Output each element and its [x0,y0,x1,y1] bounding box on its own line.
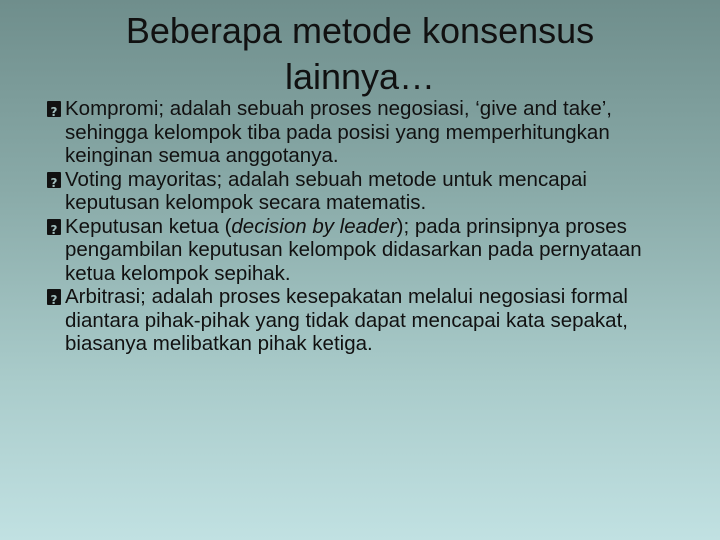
list-item [47,285,687,356]
bullet-icon [47,172,61,188]
list-item [47,168,687,215]
list-item-text [65,215,687,286]
list-item-text-end: ); pada prinsipnya proses pengambilan keputusan kelompok didasarkan pada pernyataan ketua kelompok sepihak. [65,214,642,285]
list-item-text: Voting mayoritas; adalah sebuah metode untuk mencapai keputusan kelompok secara matematis. [65,167,587,214]
bullet-icon [47,101,61,117]
list-item-text: Arbitrasi; adalah proses kesepakatan melalui negosiasi formal diantara pihak-pihak yang tidak dapat mencapai kata sepakat, biasanya melibatkan pihak ketiga. [65,285,628,355]
slide-title: Beberapa metode konsensus lainnya… [125,10,595,97]
bullet-icon [47,289,61,305]
list-item [47,215,687,286]
list-item-text: Kompromi; adalah sebuah proses negosiasi, ‘give and take’, sehingga kelompok tiba pada posisi yang memperhitungkan keinginan semua anggotanya. [65,97,612,167]
bullet-list [47,97,687,356]
list-item-text-italic: decision by leader [231,214,397,238]
list-item-text-start: Keputusan ketua ( [65,214,232,238]
list-item [47,97,687,168]
bullet-icon [47,219,61,235]
